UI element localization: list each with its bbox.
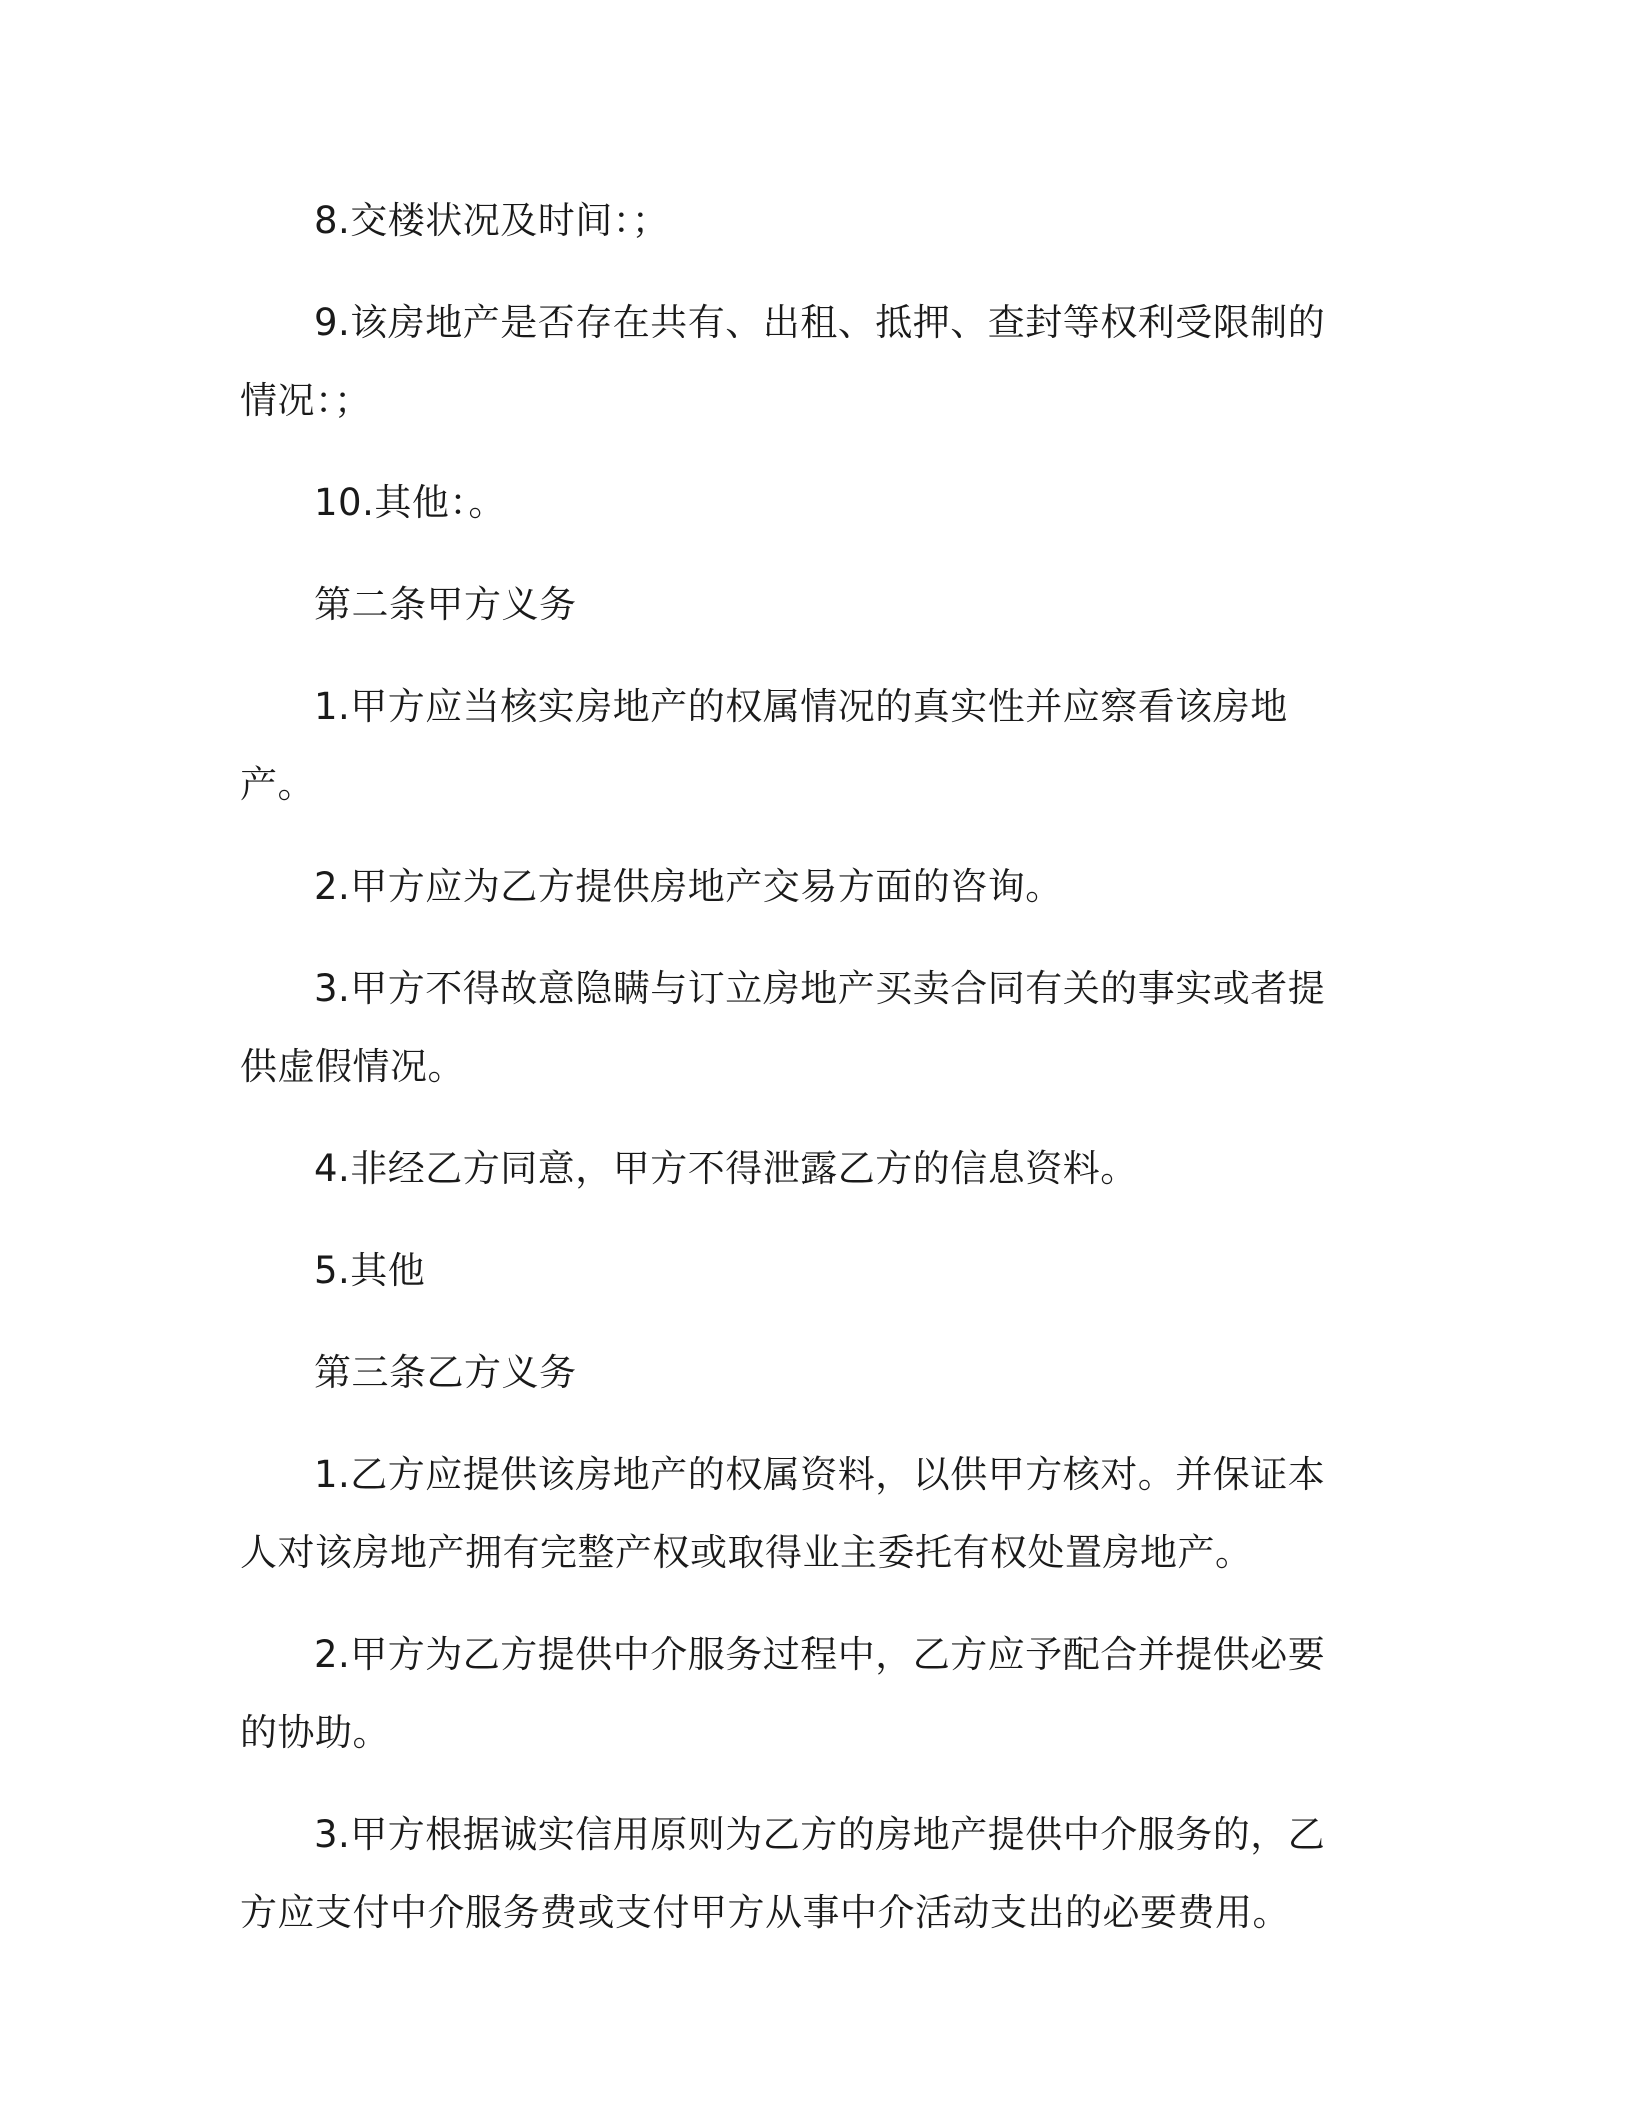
clause-9-restrictions: 9.该房地产是否存在共有、出租、抵押、查封等权利受限制的情况：； [240, 301, 1326, 422]
article-2-item-2: 2.甲方应为乙方提供房地产交易方面的咨询。 [314, 865, 1063, 908]
article-2-item-3: 3.甲方不得故意隐瞒与订立房地产买卖合同有关的事实或者提供虚假情况。 [240, 967, 1326, 1088]
clause-10-other: 10.其他：。 [314, 481, 506, 524]
clause-8-delivery: 8.交楼状况及时间：； [314, 199, 670, 242]
document-body [240, 182, 1360, 1976]
article-2-item-5: 5.其他 [314, 1249, 426, 1292]
article-2-heading: 第二条甲方义务 [314, 583, 577, 626]
article-3-item-3: 3.甲方根据诚实信用原则为乙方的房地产提供中介服务的，乙方应支付中介服务费或支付甲方从事中介活动支出的必要费用。 [240, 1813, 1326, 1934]
article-3-item-2: 2.甲方为乙方提供中介服务过程中，乙方应予配合并提供必要的协助。 [240, 1633, 1326, 1754]
article-2-item-4: 4.非经乙方同意，甲方不得泄露乙方的信息资料。 [314, 1147, 1138, 1190]
article-3-item-1: 1.乙方应提供该房地产的权属资料，以供甲方核对。并保证本人对该房地产拥有完整产权或取得业主委托有权处置房地产。 [240, 1453, 1326, 1574]
article-3-heading: 第三条乙方义务 [314, 1351, 577, 1394]
article-2-item-1: 1.甲方应当核实房地产的权属情况的真实性并应察看该房地产。 [240, 685, 1288, 806]
